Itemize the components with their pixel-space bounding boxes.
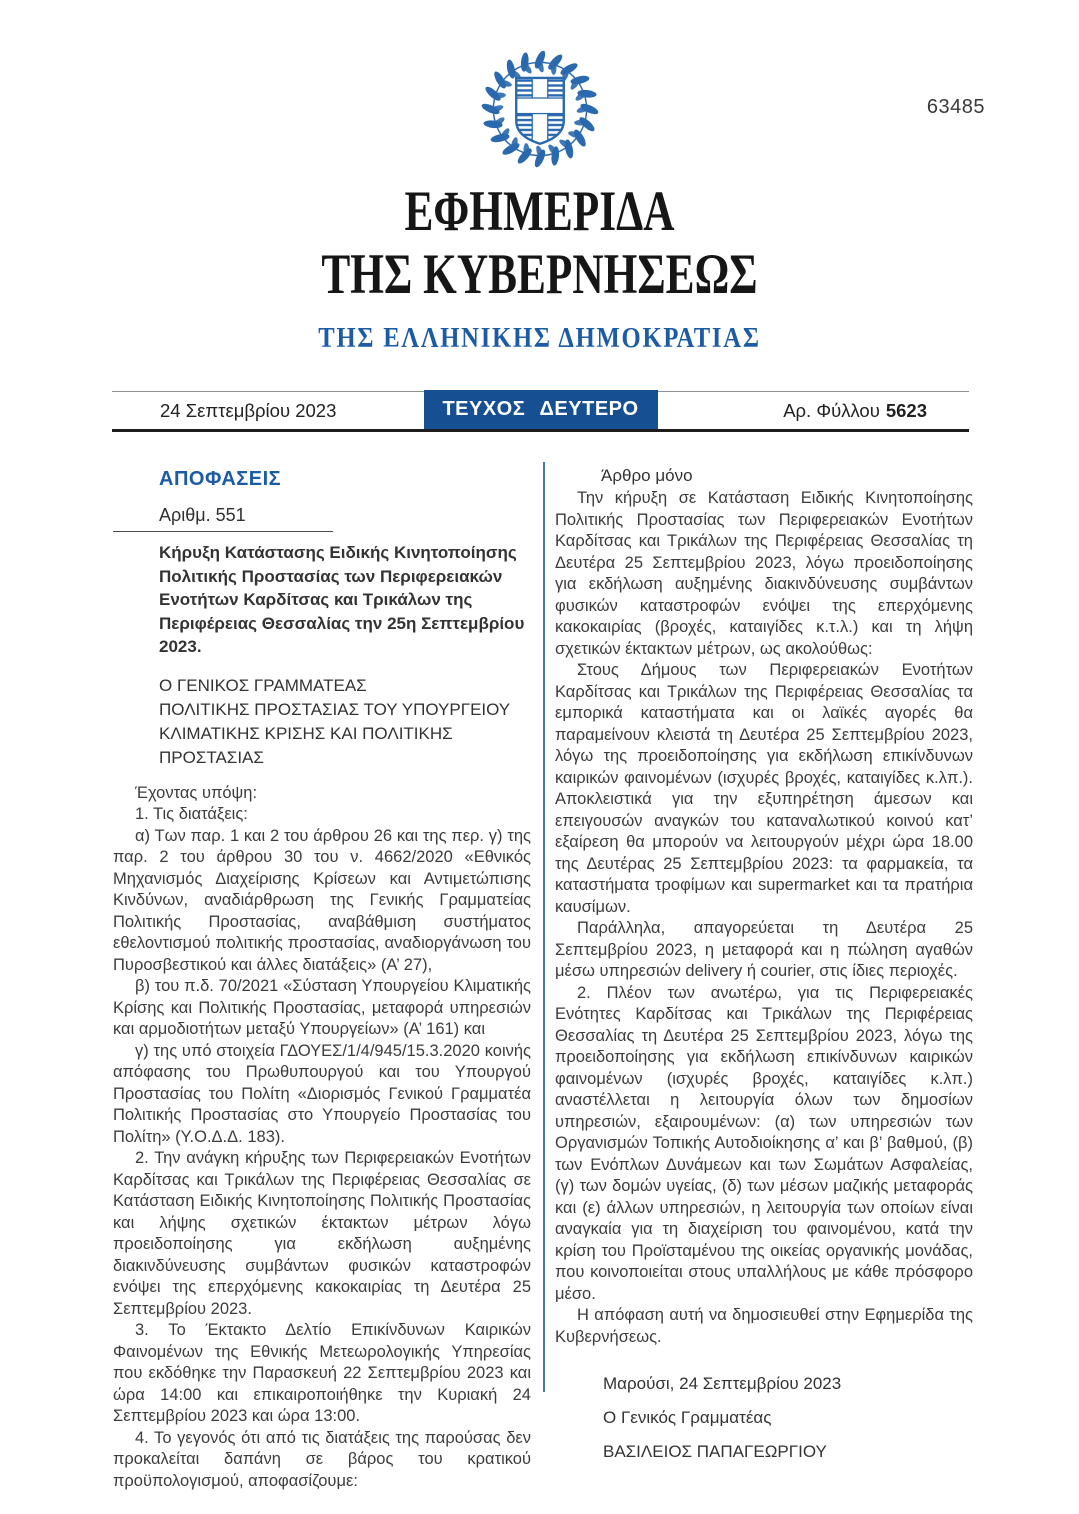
decision-rule bbox=[113, 531, 333, 532]
authority-line: ΚΛΙΜΑΤΙΚΗΣ ΚΡΙΣΗΣ ΚΑΙ ΠΟΛΙΤΙΚΗΣ bbox=[159, 723, 453, 743]
paragraph: 4. Το γεγονός ότι από τις διατάξεις της παρούσας δεν προκαλείται δαπάνη σε βάρος του κρατικού προϋπολογισμού, αποφασίζουμε: bbox=[113, 1428, 531, 1490]
paragraph: 1. Τις διατάξεις: bbox=[135, 805, 248, 823]
issuing-authority bbox=[159, 674, 531, 770]
paragraph: α) Των παρ. 1 και 2 του άρθρου 26 και της περ. γ) της παρ. 2 του άρθρου 30 του ν. 4662/2020 «Εθνικός Μηχανισμός Διαχείρισης Κρίσεων και Αντιμετώπισης Κινδύνων, αναδιάρθρωση της Γενικής Γραμματείας Πολιτικής Προστασίας, αναβάθμιση συστήματος εθελοντισμού πολιτικής προστασίας, αναδιοργάνωση του Πυροσβεστικού και άλλες διατάξεις» (Α’ 27), bbox=[113, 826, 531, 974]
section-heading-decisions: ΑΠΟΦΑΣΕΙΣ bbox=[159, 468, 282, 490]
issue-date: 24 Σεπτεμβρίου 2023 bbox=[160, 399, 337, 421]
masthead-title-line1: ΕΦΗΜΕΡΙΔΑ bbox=[404, 180, 675, 243]
paragraph: γ) της υπό στοιχεία ΓΔΟΥΕΣ/1/4/945/15.3.2020 κοινής απόφασης του Πρωθυπουργού και του Υπουργού Προστασίας του Πολίτη «Διορισμός Γενικού Γραμματέα Πολιτικής Προστασίας στο Υπουργείο Προστασίας του Πολίτη» (Υ.Ο.Δ.Δ. 183). bbox=[113, 1041, 531, 1146]
document-body bbox=[113, 462, 973, 1492]
sheet-number-block bbox=[783, 392, 927, 429]
greek-coat-of-arms-icon bbox=[476, 42, 604, 176]
sheet-number-label: Αρ. Φύλλου bbox=[783, 399, 880, 421]
right-column bbox=[555, 462, 973, 1492]
paragraph: 2. Την ανάγκη κήρυξης των Περιφερειακών Ενοτήτων Καρδίτσας και Τρικάλων της Περιφέρειας Θεσσαλίας σε Κατάσταση Ειδικής Κινητοποίησης Πολιτικής Προστασίας και λήψης σχετικών έκτακτων μέτρων λόγω προειδοποίησης για εκδήλωση αυξημένης διακινδύνευσης συμβάντων φυσικών καταστροφών ενόψει της επερχόμενης κακοκαιρίας τη Δευτέρα 25 Σεπτεμβρίου 2023. bbox=[113, 1149, 531, 1318]
decision-title: Κήρυξη Κατάστασης Ειδικής Κινητοποίησης Πολιτικής Προστασίας των Περιφερειακών Ενοτήτων Καρδίτσας και Τρικάλων της Περιφέρειας Θεσσαλίας την 25η Σεπτεμβρίου 2023. bbox=[159, 543, 525, 656]
left-column bbox=[113, 462, 531, 1492]
paragraph: 3. Το Έκτακτο Δελτίο Επικίνδυνων Καιρικών Φαινομένων της Εθνικής Μετεωρολογικής Υπηρεσίας που εκδόθηκε την Παρασκευή 22 Σεπτεμβρίου 2023 και ώρα 14:00 και επικαιροποιήθηκε την Κυριακή 24 Σεπτεμβρίου 2023 και ώρα 13:00. bbox=[113, 1321, 531, 1425]
masthead-title-line2: ΤΗΣ ΚΥΒΕΡΝΗΣΕΩΣ bbox=[321, 243, 758, 306]
article-heading: Άρθρο μόνο bbox=[601, 466, 693, 485]
authority-line: ΠΟΛΙΤΙΚΗΣ ΠΡΟΣΤΑΣΙΑΣ ΤΟΥ ΥΠΟΥΡΓΕΙΟΥ bbox=[159, 699, 511, 719]
masthead-subtitle: ΤΗΣ ΕΛΛΗΝΙΚΗΣ ΔΗΜΟΚΡΑΤΙΑΣ bbox=[318, 323, 761, 354]
right-column-text bbox=[555, 488, 973, 1348]
paragraph: Η απόφαση αυτή να δημοσιευθεί στην Εφημερίδα της Κυβερνήσεως. bbox=[555, 1306, 973, 1346]
paragraph: Στους Δήμους των Περιφερειακών Ενοτήτων Καρδίτσας και Τρικάλων της Περιφέρειας Θεσσαλίας τα εμπορικά καταστήματα και οι λαϊκές αγορές θα παραμείνουν κλειστά τη Δευτέρα 25 Σεπτεμβρίου 2023, λόγω της προειδοποίησης για εκδήλωση επικίνδυνων καιρικών φαινομένων (ισχυρές βροχές, καταιγίδες κ.λπ.). Αποκλειστικά για την εξυπηρέτηση άμεσων και επειγουσών αναγκών του καταναλωτικού κοινού κατ’ εξαίρεση θα μπορούν να λειτουργούν μέχρι ώρα 18.00 της Δευτέρας 25 Σεπτεμβρίου 2023: τα φαρμακεία, τα καταστήματα τροφίμων και supermarket και τα πρατήρια καυσίμων. bbox=[555, 661, 973, 916]
left-column-text bbox=[113, 783, 531, 1493]
signature-place-date: Μαρούσι, 24 Σεπτεμβρίου 2023 bbox=[603, 1374, 842, 1393]
info-bar bbox=[112, 391, 969, 432]
paragraph: β) του π.δ. 70/2021 «Σύσταση Υπουργείου Κλιματικής Κρίσης και Πολιτικής Προστασίας, μεταφορά υπηρεσιών και αρμοδιοτήτων μεταξύ Υπουργείων» (Α’ 161) και bbox=[113, 977, 531, 1038]
issue-type-badge: ΤΕΥΧΟΣ ΔΕΥΤΕΡΟ bbox=[424, 390, 658, 429]
authority-line: Ο ΓΕΝΙΚΟΣ ΓΡΑΜΜΑΤΕΑΣ bbox=[159, 675, 367, 695]
paragraph: Παράλληλα, απαγορεύεται τη Δευτέρα 25 Σεπτεμβρίου 2023, η μεταφορά και η πώληση αγαθών μέσω υπηρεσιών delivery ή courier, στις ίδιες περιοχές. bbox=[555, 919, 973, 980]
page-number: 63485 bbox=[926, 96, 985, 118]
signatory-name: ΒΑΣΙΛΕΙΟΣ ΠΑΠΑΓΕΩΡΓΙΟΥ bbox=[603, 1442, 827, 1461]
paragraph: Την κήρυξη σε Κατάσταση Ειδικής Κινητοποίησης Πολιτικής Προστασίας των Περιφερειακών Ενοτήτων Καρδίτσας και Τρικάλων της Περιφέρειας Θεσσαλίας τη Δευτέρα 25 Σεπτεμβρίου 2023, λόγω προειδοποίησης για εκδήλωση αυξημένης διακινδύνευσης συμβάντων φυσικών καταστροφών ενόψει της επερχόμενης κακοκαιρίας (βροχές, καταιγίδες κ.τ.λ.) και τη λήψη σχετικών έκτακτων μέτρων, ως ακολούθως: bbox=[555, 489, 973, 658]
authority-line: ΠΡΟΣΤΑΣΙΑΣ bbox=[159, 747, 264, 767]
signatory-title: Ο Γενικός Γραμματέας bbox=[603, 1408, 772, 1427]
decision-number: Αριθμ. 551 bbox=[159, 505, 246, 525]
paragraph: Έχοντας υπόψη: bbox=[135, 783, 258, 802]
sheet-number-value: 5623 bbox=[885, 399, 927, 421]
signature-block bbox=[603, 1374, 973, 1462]
paragraph: 2. Πλέον των ανωτέρω, για τις Περιφερειακές Ενότητες Καρδίτσας και Τρικάλων της Περιφέρειας Θεσσαλίας τη Δευτέρα 25 Σεπτεμβρίου 2023, λόγω της προειδοποίησης για εκδήλωση επικίνδυνων καιρικών φαινομένων (ισχυρές βροχές, καταιγίδες κ.λπ.) αναστέλλεται η λειτουργία όλων των δημοσίων υπηρεσιών, εξαιρουμένων: (α) των υπηρεσιών των Οργανισμών Τοπικής Αυτοδιοίκησης α’ και β’ βαθμού, (β) των Ενόπλων Δυνάμεων και των Σωμάτων Ασφαλείας, (γ) των δομών υγείας, (δ) των μέσων μαζικής μεταφοράς και (ε) άλλων υπηρεσιών, η λειτουργία των οποίων είναι αναγκαία για τη διαχείριση του φαινομένου, κατά την κρίση του Προϊσταμένου της οικείας οργανικής μονάδας, που κοινοποιείται στους υπαλλήλους με κάθε πρόσφορο μέσο. bbox=[555, 983, 973, 1303]
masthead bbox=[0, 180, 1079, 355]
